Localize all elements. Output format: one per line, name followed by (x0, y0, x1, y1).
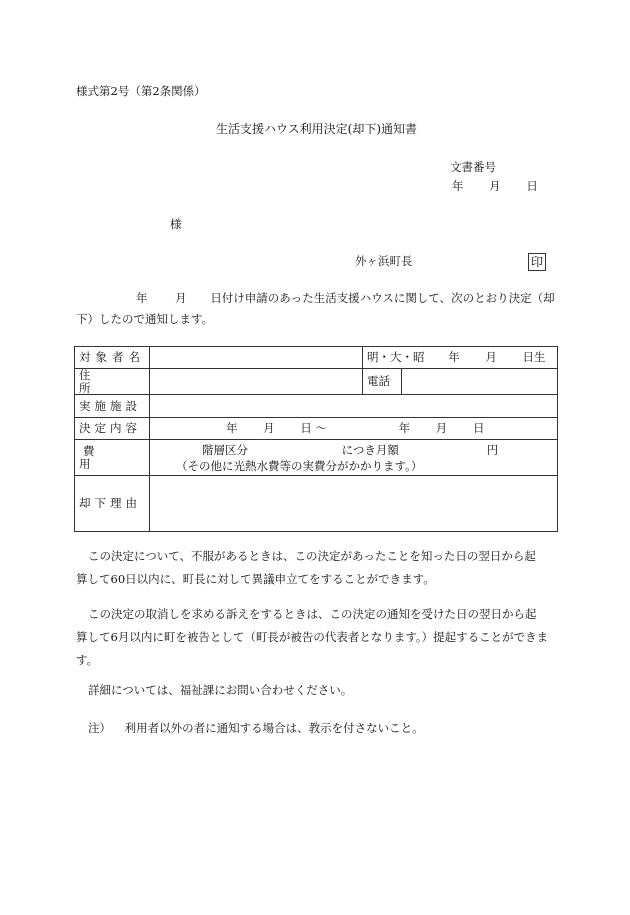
intro-year: 年 (136, 291, 148, 305)
lawsuit-line-2: 算して6月以内に町を被告として（町長が被告の代表者となります。）提起することができま (76, 630, 549, 644)
birth-year: 年 (448, 350, 460, 365)
cost-monthly-label: につき月額 (341, 442, 399, 457)
lawsuit-line-3: す。 (76, 653, 99, 667)
cost-tier-label: 階層区分 (202, 442, 248, 457)
facility-label: 実施施設 (79, 398, 141, 413)
cost-label: 費用 (79, 444, 131, 471)
issue-date-month: 月 (489, 179, 501, 193)
appeal-line-1: この決定について、不服があるときは、この決定があったことを知った日の翌日から起 (88, 549, 536, 563)
application-table (74, 346, 558, 532)
decision-to-day: 日 (472, 421, 485, 436)
decision-from-month: 月 (263, 421, 275, 436)
issue-date (452, 181, 538, 193)
decision-to-month: 月 (435, 421, 448, 436)
decision-label: 決定内容 (79, 421, 141, 436)
form-number: 様式第2号（第2条関係） (76, 84, 206, 98)
era-label: 明・大・昭 (367, 350, 425, 365)
lawsuit-line-1: この決定の取消しを求める訴えをするときは、この決定の通知を受けた日の翌日から起 (88, 607, 537, 621)
decision-from-year: 年 (226, 421, 238, 436)
facility-row (75, 395, 558, 418)
decision-from-day: 日 〜 (300, 421, 327, 436)
issuer-name: 外ヶ浜町長 (355, 254, 413, 268)
cost-row (75, 440, 558, 476)
cost-label-cell (75, 440, 150, 476)
subject-name-field[interactable] (150, 347, 363, 369)
lawsuit-notice (76, 603, 556, 672)
cost-field[interactable] (150, 440, 558, 476)
decision-row (75, 418, 558, 440)
footnote-mark: 注） (88, 721, 111, 735)
intro-month: 月 (175, 291, 187, 305)
rejection-label: 却下理由 (79, 496, 141, 511)
footnote (88, 723, 424, 735)
document-number-label: 文書番号 (450, 160, 496, 174)
birth-month: 月 (485, 350, 497, 365)
footnote-text: 利用者以外の者に通知する場合は、教示を付さないこと。 (124, 721, 424, 735)
intro-text: 日付け申請のあった生活支援ハウスに関して、次のとおり決定（却 (210, 291, 555, 305)
issue-date-year: 年 (452, 179, 464, 193)
inquiry-notice: 詳細については、福祉課にお問い合わせください。 (88, 683, 353, 697)
rejection-label-cell (75, 476, 150, 532)
decision-period-field[interactable] (150, 418, 558, 440)
appeal-notice (76, 545, 556, 591)
subject-row (75, 347, 558, 369)
decision-label-cell (75, 418, 150, 440)
address-field[interactable] (150, 369, 363, 395)
cost-yen-label: 円 (486, 442, 499, 457)
phone-field[interactable] (402, 369, 558, 395)
facility-label-cell (75, 395, 150, 418)
cost-note: （その他に光熱水費等の実費分がかかります。） (176, 458, 423, 473)
seal-mark (528, 253, 546, 271)
intro-line-1 (136, 293, 555, 305)
page-title: 生活支援ハウス利用決定(却下)通知書 (216, 122, 418, 136)
addressee-honorific: 様 (170, 217, 182, 231)
phone-label-cell (363, 369, 402, 395)
intro-line-2: 下）したので通知します。 (76, 312, 214, 326)
rejection-reason-field[interactable] (150, 476, 558, 532)
seal-box: 印 (528, 253, 546, 271)
birthdate-field[interactable] (363, 347, 558, 369)
facility-field[interactable] (150, 395, 558, 418)
birth-day: 日生 (522, 350, 546, 365)
phone-label: 電話 (367, 374, 390, 389)
subject-label-cell (75, 347, 150, 369)
address-row (75, 369, 558, 395)
issue-date-day: 日 (526, 179, 538, 193)
rejection-row (75, 476, 558, 532)
appeal-line-2: 算して60日以内に、町長に対して異議申立てをすることができます。 (76, 572, 435, 586)
decision-to-year: 年 (398, 421, 411, 436)
subject-label: 対象者名 (79, 350, 145, 365)
address-label-cell (75, 369, 150, 395)
address-label: 住所 (79, 368, 131, 395)
